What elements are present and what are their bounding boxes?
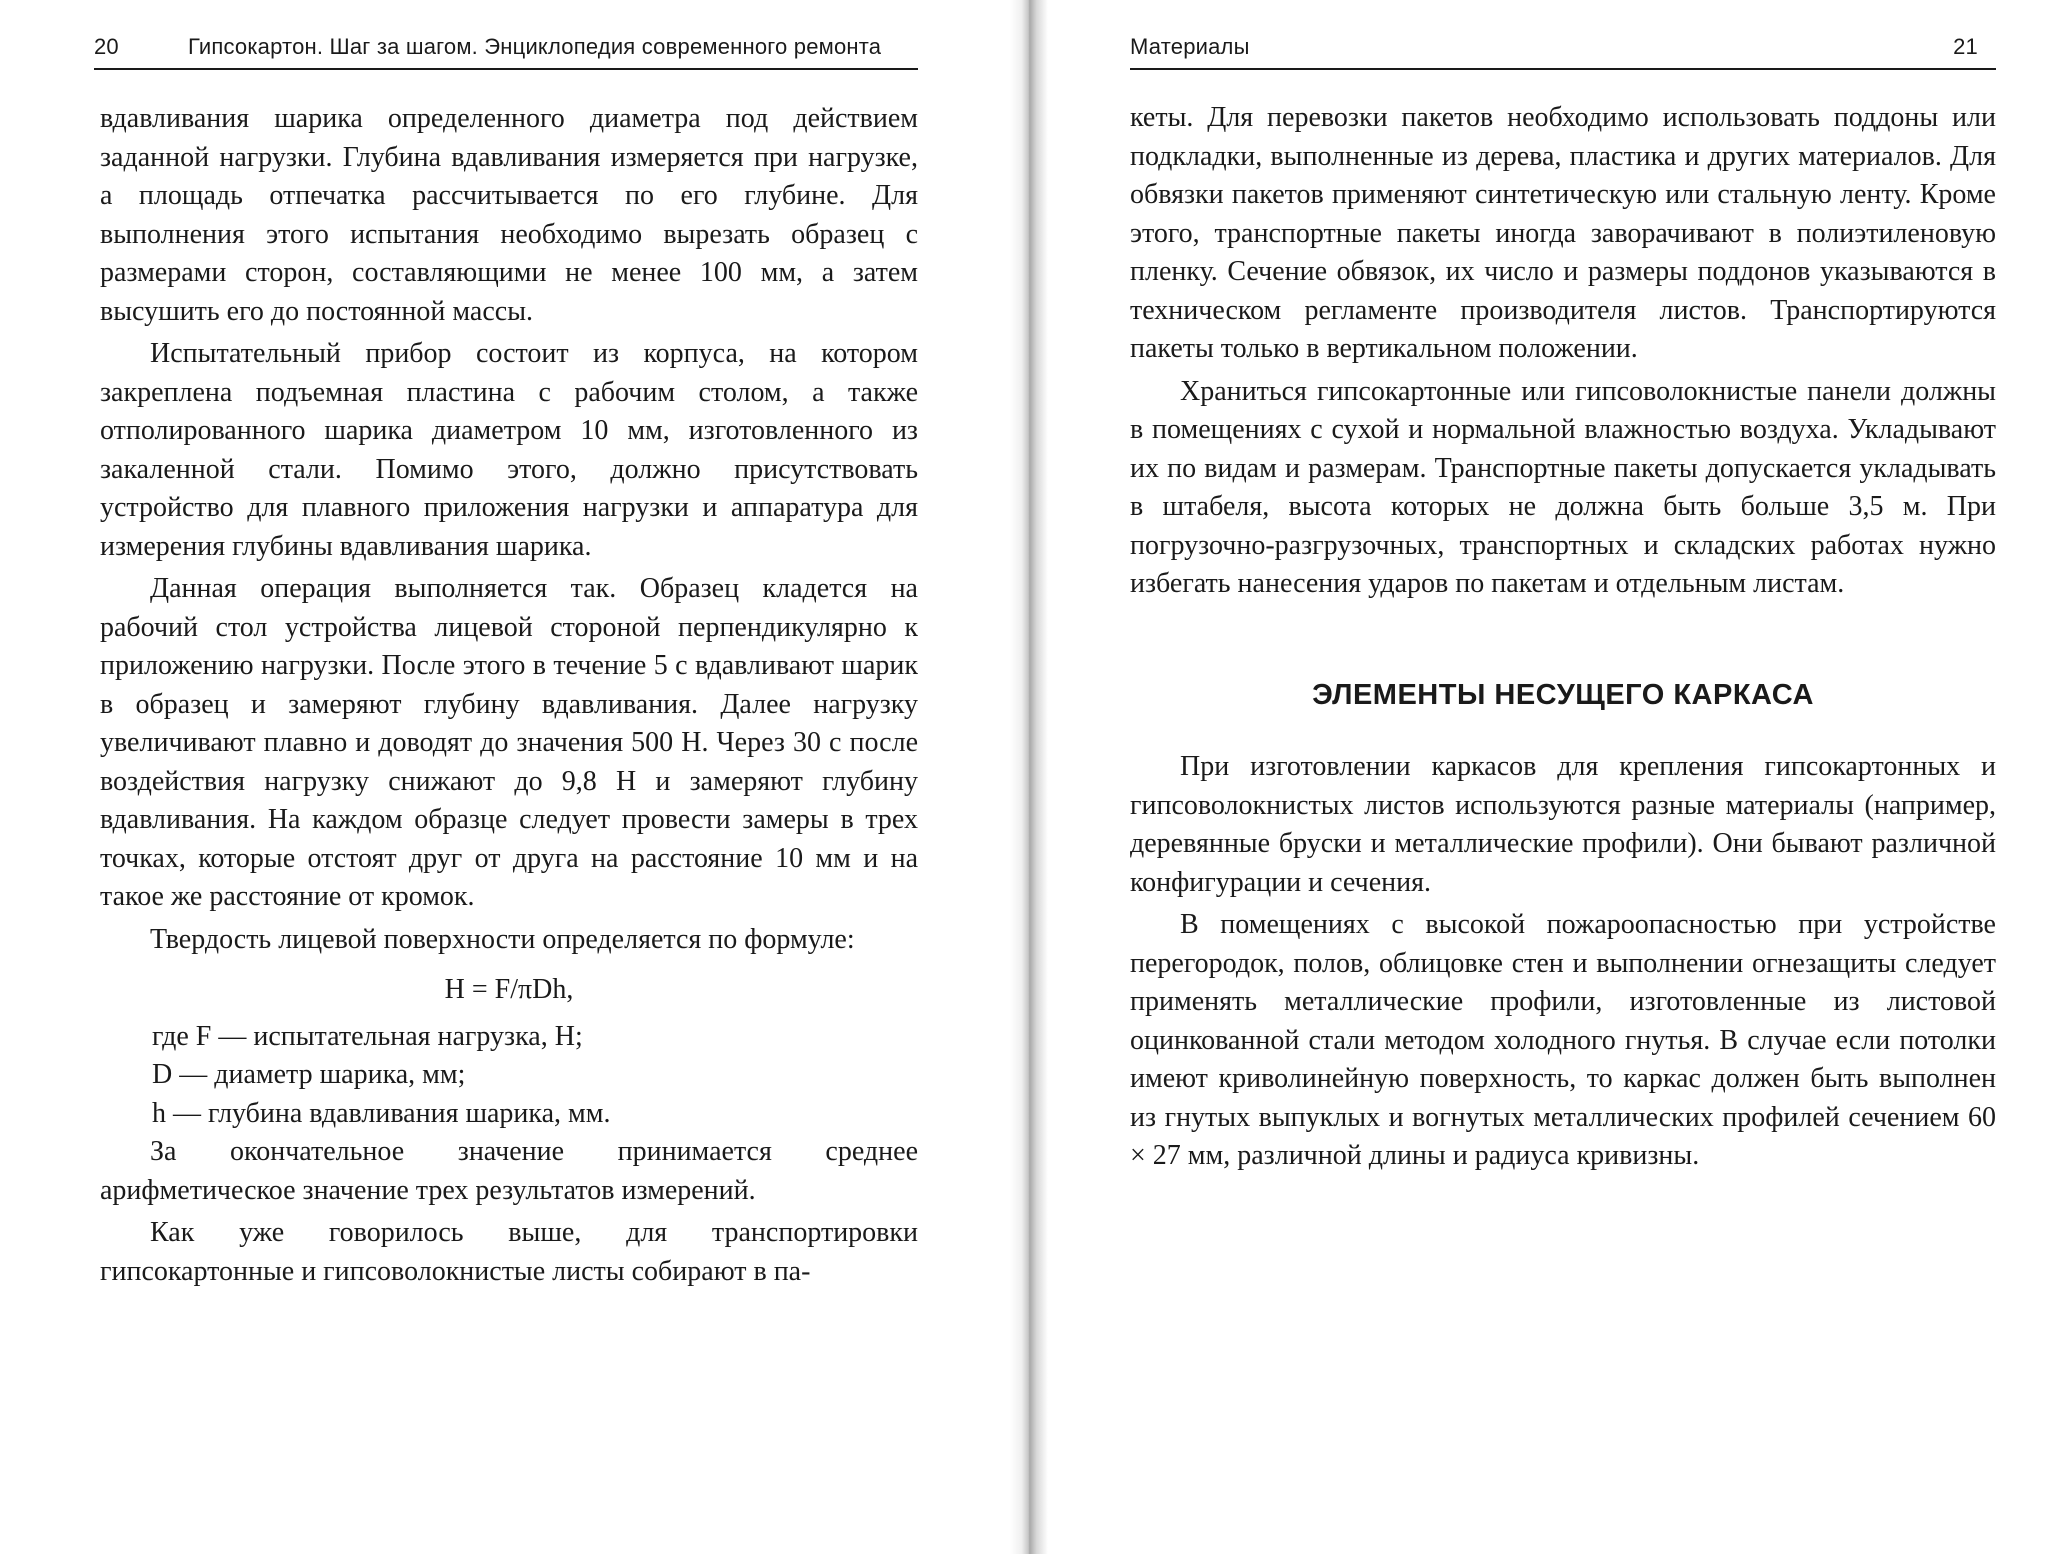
page-number: 21 (1953, 34, 1978, 59)
book-gutter (1010, 0, 1048, 1554)
paragraph: Храниться гипсокартонные или гипсоволокнистые панели должны в помещениях с сухой и нормальной влажностью воздуха. Укладывают их по видам и размерам. Транспортные пакеты допускается укладывать в штабеля, высота которых не должна быть больше 3,5 м. При погрузочно-разгрузочных, транспортных и складских работах нужно избегать нанесения ударов по пакетам и отдельным листам. (1130, 375, 1996, 599)
header-rule (1130, 68, 1996, 70)
left-page (0, 0, 1010, 1554)
paragraph: Как уже говорилось выше, для транспортировки гипсокартонные и гипсоволокнистые листы собирают в па- (100, 1217, 918, 1287)
paragraph: При изготовлении каркасов для крепления гипсокартонных и гипсоволокнистых листов используются разные материалы (например, деревянные бруски и металлические профили). Они бывают различной конфигурации и сечения. (1130, 751, 1996, 898)
paragraph: Твердость лицевой поверхности определяется по формуле: (150, 923, 855, 955)
formula-legend-item: где F — испытательная нагрузка, Н; (152, 1020, 583, 1052)
paragraph: В помещениях с высокой пожароопасностью при устройстве перегородок, полов, облицовке стен и выполнении огнезащиты следует применять металлические профили, изготовленные из листовой оцинкованной стали методом холодного гнутья. В случае если потолки имеют криволинейную поверхность, то каркас должен быть выполнен из гнутых выпуклых и вогнутых металлических профилей сечением 60 × 27 мм, различной длины и радиуса кривизны. (1130, 909, 1996, 1171)
page-body (1130, 99, 1996, 1176)
formula-legend-item: h — глубина вдавливания шарика, мм. (152, 1097, 611, 1129)
paragraph: вдавливания шарика определенного диаметра под действием заданной нагрузки. Глубина вдавливания измеряется при нагрузке, а площадь отпечатка рассчитывается по его глубине. Для выполнения этого испытания необходимо вырезать образец с размерами сторон, составляющими не менее 100 мм, а затем высушить его до постоянной массы. (100, 103, 918, 327)
page-body (100, 100, 918, 1291)
paragraph: кеты. Для перевозки пакетов необходимо использовать поддоны или подкладки, выполненные из дерева, пластика и других материалов. Для обвязки пакетов применяют синтетическую или стальную ленту. Кроме этого, транспортные пакеты иногда заворачивают в полиэтиленовую пленку. Сечение обвязок, их число и размеры поддонов указываются в техническом регламенте производителя листов. Транспортируются пакеты только в вертикальном положении. (1130, 102, 1996, 364)
header-rule (94, 68, 918, 70)
running-title: Материалы (1130, 34, 1250, 59)
formula-legend-item: D — диаметр шарика, мм; (152, 1059, 466, 1090)
section-heading: ЭЛЕМЕНТЫ НЕСУЩЕГО КАРКАСА (1312, 678, 1814, 711)
formula: H = F/πDh, (444, 974, 574, 1005)
paragraph: Испытательный прибор состоит из корпуса, на котором закреплена подъемная пластина с рабочим столом, а также отполированного шарика диаметром 10 мм, изготовленного из закаленной стали. Помимо этого, должно присутствовать устройство для плавного приложения нагрузки и аппаратура для измерения глубины вдавливания шарика. (100, 338, 918, 562)
right-page (1048, 0, 2048, 1554)
page-number: 20 (94, 34, 119, 59)
running-header (94, 34, 918, 60)
paragraph: За окончательное значение принимается среднее арифметическое значение трех результатов измерений. (100, 1136, 918, 1206)
running-title: Гипсокартон. Шаг за шагом. Энциклопедия современного ремонта (188, 34, 882, 59)
paragraph: Данная операция выполняется так. Образец кладется на рабочий стол устройства лицевой стороной перпендикулярно к приложению нагрузки. После этого в течение 5 с вдавливают шарик в образец и замеряют глубину вдавливания. Далее нагрузку увеличивают плавно и доводят до значения 500 Н. Через 30 с после воздействия нагрузку снижают до 9,8 Н и замеряют глубину вдавливания. На каждом образце следует провести замеры в трех точках, которые отстоят друг от друга на расстояние 10 мм и на такое же расстояние от кромок. (100, 573, 918, 912)
